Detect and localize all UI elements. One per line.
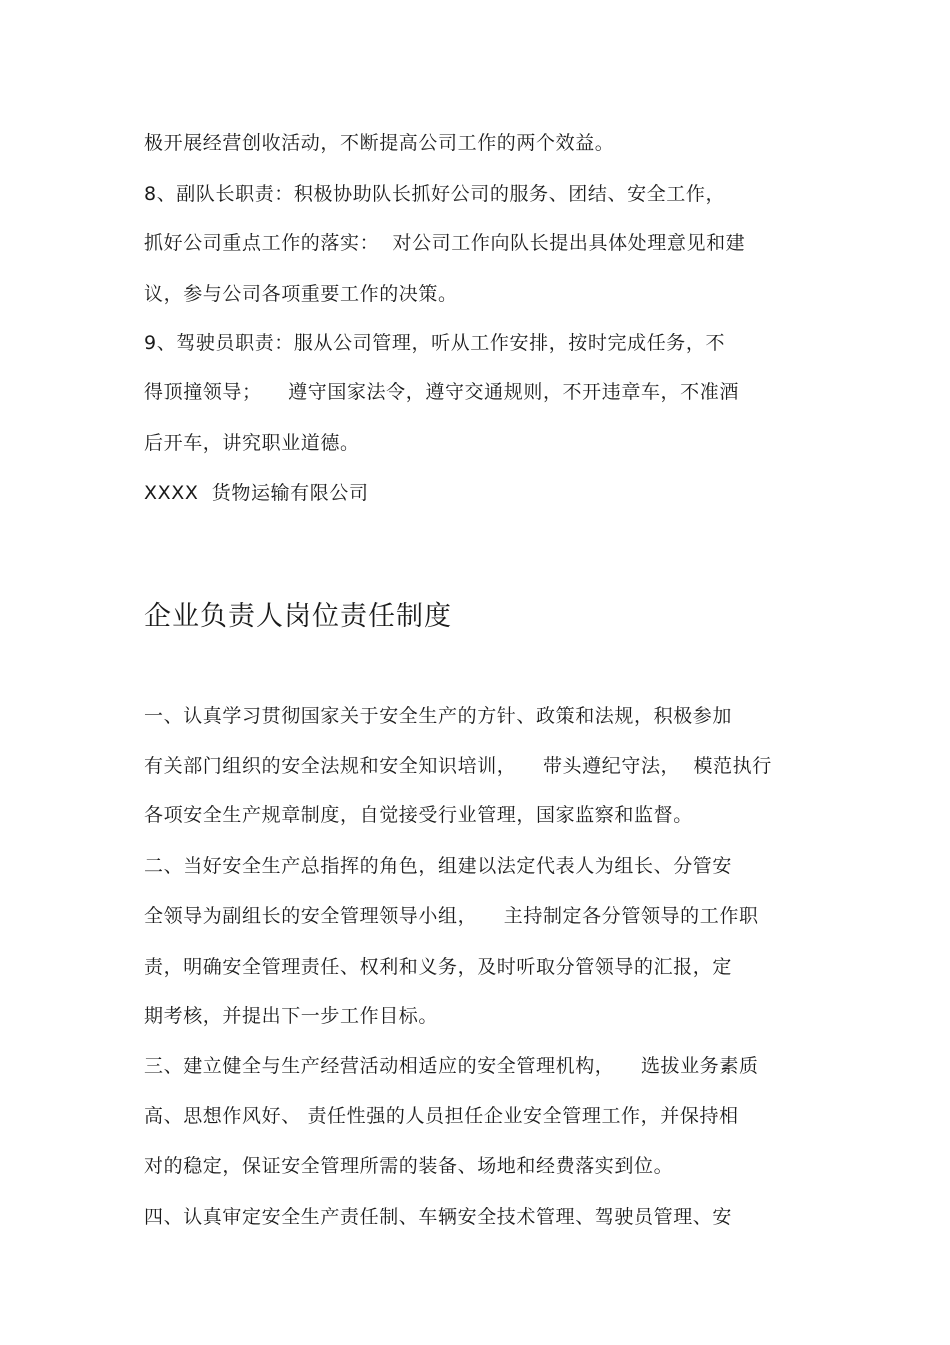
paragraph-line: 各项安全生产规章制度，自觉接受行业管理，国家监察和监督。	[144, 804, 693, 826]
paragraph-line: 全领导为副组长的安全管理领导小组， 主持制定各分管领导的工作职	[144, 905, 759, 927]
paragraph-line: 二、当好安全生产总指挥的角色，组建以法定代表人为组长、分管安	[144, 855, 733, 877]
paragraph-line: 三、建立健全与生产经营活动相适应的安全管理机构， 选拔业务素质	[144, 1055, 759, 1077]
paragraph-line: 责，明确安全管理责任、权利和义务，及时听取分管领导的汇报，定	[144, 956, 733, 978]
paragraph-line: 得顶撞领导； 遵守国家法令，遵守交通规则，不开违章车，不准酒	[144, 381, 739, 403]
paragraph-line: 有关部门组织的安全法规和安全知识培训， 带头遵纪守法， 模范执行	[144, 755, 772, 777]
section-title: 企业负责人岗位责任制度	[144, 601, 452, 632]
paragraph-line: 9、驾驶员职责：服从公司管理，听从工作安排，按时完成任务，不	[144, 332, 726, 354]
paragraph-line: 8、副队长职责：积极协助队长抓好公司的服务、团结、安全工作，	[144, 183, 726, 205]
paragraph-line: 高、思想作风好、 责任性强的人员担任企业安全管理工作，并保持相	[144, 1105, 739, 1127]
paragraph-line: 议，参与公司各项重要工作的决策。	[144, 283, 458, 305]
company-signature: XXXX 货物运输有限公司	[144, 482, 369, 504]
paragraph-line: 极开展经营创收活动，不断提高公司工作的两个效益。	[144, 132, 615, 154]
paragraph-line: 一、认真学习贯彻国家关于安全生产的方针、政策和法规，积极参加	[144, 705, 733, 727]
paragraph-line: 四、认真审定安全生产责任制、车辆安全技术管理、驾驶员管理、安	[144, 1206, 733, 1228]
paragraph-line: 抓好公司重点工作的落实： 对公司工作向队长提出具体处理意见和建	[144, 232, 746, 254]
paragraph-line: 期考核，并提出下一步工作目标。	[144, 1005, 439, 1027]
paragraph-line: 对的稳定，保证安全管理所需的装备、场地和经费落实到位。	[144, 1155, 674, 1177]
paragraph-line: 后开车，讲究职业道德。	[144, 432, 360, 454]
